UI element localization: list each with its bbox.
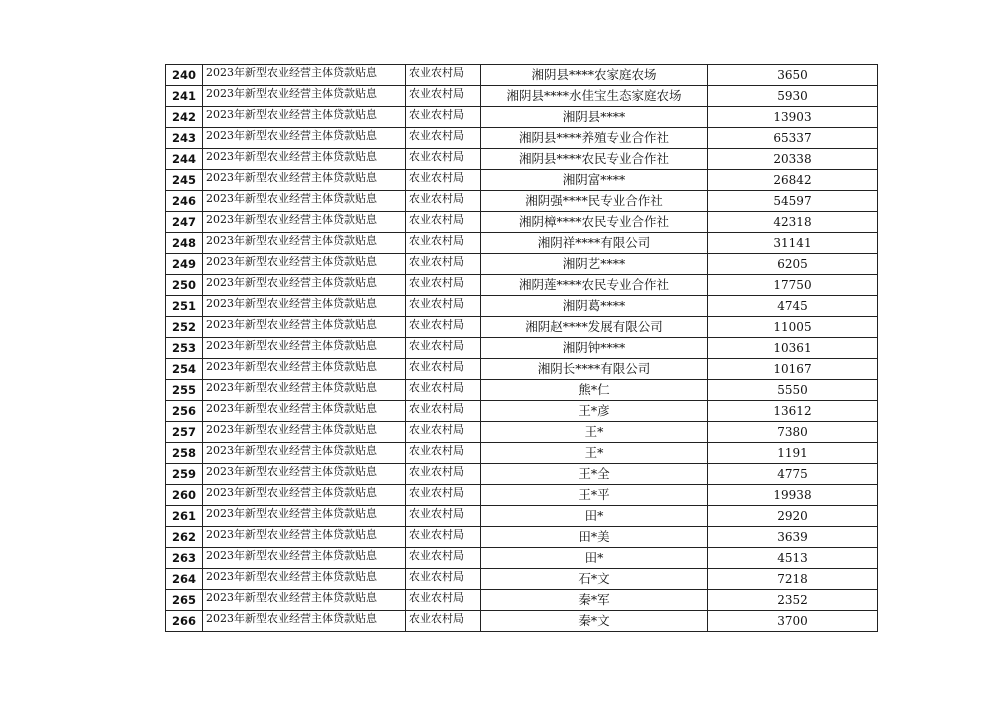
recipient-name-cell: 湘阴长****有限公司 xyxy=(481,359,708,380)
row-index-cell: 257 xyxy=(166,422,203,443)
project-name-cell: 2023年新型农业经营主体贷款贴息 xyxy=(203,359,406,380)
project-name-cell: 2023年新型农业经营主体贷款贴息 xyxy=(203,401,406,422)
recipient-name-cell: 田*美 xyxy=(481,527,708,548)
row-index-cell: 253 xyxy=(166,338,203,359)
recipient-name-cell: 湘阴樟****农民专业合作社 xyxy=(481,212,708,233)
recipient-name-cell: 湘阴祥****有限公司 xyxy=(481,233,708,254)
project-name-cell: 2023年新型农业经营主体贷款贴息 xyxy=(203,548,406,569)
amount-cell: 5550 xyxy=(708,380,878,401)
row-index-cell: 250 xyxy=(166,275,203,296)
table-row xyxy=(166,401,878,422)
table-row xyxy=(166,128,878,149)
recipient-name-cell: 湘阴县**** xyxy=(481,107,708,128)
recipient-name-cell: 湘阴县****农民专业合作社 xyxy=(481,149,708,170)
table-row xyxy=(166,338,878,359)
department-cell: 农业农村局 xyxy=(406,506,481,527)
row-index-cell: 248 xyxy=(166,233,203,254)
table-row xyxy=(166,611,878,632)
table-row xyxy=(166,464,878,485)
recipient-name-cell: 湘阴赵****发展有限公司 xyxy=(481,317,708,338)
row-index-cell: 258 xyxy=(166,443,203,464)
amount-cell: 5930 xyxy=(708,86,878,107)
row-index-cell: 251 xyxy=(166,296,203,317)
recipient-name-cell: 王* xyxy=(481,422,708,443)
recipient-name-cell: 湘阴葛**** xyxy=(481,296,708,317)
table-row xyxy=(166,86,878,107)
department-cell: 农业农村局 xyxy=(406,611,481,632)
project-name-cell: 2023年新型农业经营主体贷款贴息 xyxy=(203,233,406,254)
department-cell: 农业农村局 xyxy=(406,254,481,275)
row-index-cell: 262 xyxy=(166,527,203,548)
row-index-cell: 259 xyxy=(166,464,203,485)
recipient-name-cell: 湘阴县****养殖专业合作社 xyxy=(481,128,708,149)
project-name-cell: 2023年新型农业经营主体贷款贴息 xyxy=(203,254,406,275)
recipient-name-cell: 王*平 xyxy=(481,485,708,506)
table-row xyxy=(166,296,878,317)
project-name-cell: 2023年新型农业经营主体贷款贴息 xyxy=(203,527,406,548)
recipient-name-cell: 湘阴钟**** xyxy=(481,338,708,359)
amount-cell: 31141 xyxy=(708,233,878,254)
row-index-cell: 240 xyxy=(166,65,203,86)
department-cell: 农业农村局 xyxy=(406,296,481,317)
amount-cell: 19938 xyxy=(708,485,878,506)
amount-cell: 10167 xyxy=(708,359,878,380)
department-cell: 农业农村局 xyxy=(406,569,481,590)
recipient-name-cell: 秦*文 xyxy=(481,611,708,632)
amount-cell: 3700 xyxy=(708,611,878,632)
row-index-cell: 245 xyxy=(166,170,203,191)
row-index-cell: 241 xyxy=(166,86,203,107)
department-cell: 农业农村局 xyxy=(406,233,481,254)
recipient-name-cell: 湘阴强****民专业合作社 xyxy=(481,191,708,212)
department-cell: 农业农村局 xyxy=(406,380,481,401)
row-index-cell: 254 xyxy=(166,359,203,380)
project-name-cell: 2023年新型农业经营主体贷款贴息 xyxy=(203,65,406,86)
department-cell: 农业农村局 xyxy=(406,128,481,149)
recipient-name-cell: 王*全 xyxy=(481,464,708,485)
table-row xyxy=(166,548,878,569)
project-name-cell: 2023年新型农业经营主体贷款贴息 xyxy=(203,149,406,170)
table-row xyxy=(166,65,878,86)
row-index-cell: 242 xyxy=(166,107,203,128)
table-row xyxy=(166,191,878,212)
row-index-cell: 249 xyxy=(166,254,203,275)
recipient-name-cell: 湘阴县****农家庭农场 xyxy=(481,65,708,86)
table-row xyxy=(166,359,878,380)
row-index-cell: 256 xyxy=(166,401,203,422)
recipient-name-cell: 湘阴艺**** xyxy=(481,254,708,275)
amount-cell: 1191 xyxy=(708,443,878,464)
recipient-name-cell: 湘阴县****水佳宝生态家庭农场 xyxy=(481,86,708,107)
recipient-name-cell: 湘阴莲****农民专业合作社 xyxy=(481,275,708,296)
recipient-name-cell: 湘阴富**** xyxy=(481,170,708,191)
project-name-cell: 2023年新型农业经营主体贷款贴息 xyxy=(203,338,406,359)
amount-cell: 65337 xyxy=(708,128,878,149)
project-name-cell: 2023年新型农业经营主体贷款贴息 xyxy=(203,191,406,212)
amount-cell: 2920 xyxy=(708,506,878,527)
project-name-cell: 2023年新型农业经营主体贷款贴息 xyxy=(203,611,406,632)
project-name-cell: 2023年新型农业经营主体贷款贴息 xyxy=(203,506,406,527)
row-index-cell: 246 xyxy=(166,191,203,212)
row-index-cell: 247 xyxy=(166,212,203,233)
row-index-cell: 260 xyxy=(166,485,203,506)
amount-cell: 2352 xyxy=(708,590,878,611)
project-name-cell: 2023年新型农业经营主体贷款贴息 xyxy=(203,443,406,464)
table-row xyxy=(166,107,878,128)
row-index-cell: 261 xyxy=(166,506,203,527)
row-index-cell: 244 xyxy=(166,149,203,170)
row-index-cell: 266 xyxy=(166,611,203,632)
project-name-cell: 2023年新型农业经营主体贷款贴息 xyxy=(203,107,406,128)
project-name-cell: 2023年新型农业经营主体贷款贴息 xyxy=(203,212,406,233)
department-cell: 农业农村局 xyxy=(406,191,481,212)
table-row xyxy=(166,317,878,338)
project-name-cell: 2023年新型农业经营主体贷款贴息 xyxy=(203,569,406,590)
table-row xyxy=(166,380,878,401)
amount-cell: 4513 xyxy=(708,548,878,569)
table-row xyxy=(166,506,878,527)
department-cell: 农业农村局 xyxy=(406,338,481,359)
amount-cell: 3639 xyxy=(708,527,878,548)
project-name-cell: 2023年新型农业经营主体贷款贴息 xyxy=(203,128,406,149)
table-row xyxy=(166,149,878,170)
recipient-name-cell: 石*文 xyxy=(481,569,708,590)
department-cell: 农业农村局 xyxy=(406,548,481,569)
row-index-cell: 252 xyxy=(166,317,203,338)
table-row xyxy=(166,443,878,464)
table-row xyxy=(166,254,878,275)
table-row xyxy=(166,422,878,443)
amount-cell: 17750 xyxy=(708,275,878,296)
amount-cell: 4775 xyxy=(708,464,878,485)
project-name-cell: 2023年新型农业经营主体贷款贴息 xyxy=(203,422,406,443)
department-cell: 农业农村局 xyxy=(406,212,481,233)
table-row xyxy=(166,485,878,506)
amount-cell: 4745 xyxy=(708,296,878,317)
amount-cell: 6205 xyxy=(708,254,878,275)
department-cell: 农业农村局 xyxy=(406,590,481,611)
table-row xyxy=(166,590,878,611)
project-name-cell: 2023年新型农业经营主体贷款贴息 xyxy=(203,296,406,317)
amount-cell: 26842 xyxy=(708,170,878,191)
table-row xyxy=(166,170,878,191)
project-name-cell: 2023年新型农业经营主体贷款贴息 xyxy=(203,170,406,191)
table-row xyxy=(166,275,878,296)
amount-cell: 7218 xyxy=(708,569,878,590)
recipient-name-cell: 熊*仁 xyxy=(481,380,708,401)
department-cell: 农业农村局 xyxy=(406,464,481,485)
department-cell: 农业农村局 xyxy=(406,65,481,86)
recipient-name-cell: 王* xyxy=(481,443,708,464)
department-cell: 农业农村局 xyxy=(406,443,481,464)
project-name-cell: 2023年新型农业经营主体贷款贴息 xyxy=(203,317,406,338)
project-name-cell: 2023年新型农业经营主体贷款贴息 xyxy=(203,464,406,485)
department-cell: 农业农村局 xyxy=(406,527,481,548)
department-cell: 农业农村局 xyxy=(406,107,481,128)
amount-cell: 54597 xyxy=(708,191,878,212)
row-index-cell: 265 xyxy=(166,590,203,611)
table-row xyxy=(166,527,878,548)
row-index-cell: 255 xyxy=(166,380,203,401)
table-row xyxy=(166,233,878,254)
project-name-cell: 2023年新型农业经营主体贷款贴息 xyxy=(203,485,406,506)
amount-cell: 20338 xyxy=(708,149,878,170)
department-cell: 农业农村局 xyxy=(406,170,481,191)
department-cell: 农业农村局 xyxy=(406,86,481,107)
project-name-cell: 2023年新型农业经营主体贷款贴息 xyxy=(203,380,406,401)
subsidy-table xyxy=(165,64,878,632)
department-cell: 农业农村局 xyxy=(406,401,481,422)
amount-cell: 3650 xyxy=(708,65,878,86)
project-name-cell: 2023年新型农业经营主体贷款贴息 xyxy=(203,590,406,611)
amount-cell: 13903 xyxy=(708,107,878,128)
amount-cell: 13612 xyxy=(708,401,878,422)
row-index-cell: 263 xyxy=(166,548,203,569)
recipient-name-cell: 田* xyxy=(481,548,708,569)
table-body xyxy=(166,65,878,632)
department-cell: 农业农村局 xyxy=(406,149,481,170)
department-cell: 农业农村局 xyxy=(406,275,481,296)
project-name-cell: 2023年新型农业经营主体贷款贴息 xyxy=(203,86,406,107)
table-row xyxy=(166,569,878,590)
table-row xyxy=(166,212,878,233)
amount-cell: 7380 xyxy=(708,422,878,443)
department-cell: 农业农村局 xyxy=(406,359,481,380)
amount-cell: 10361 xyxy=(708,338,878,359)
department-cell: 农业农村局 xyxy=(406,485,481,506)
recipient-name-cell: 田* xyxy=(481,506,708,527)
row-index-cell: 243 xyxy=(166,128,203,149)
department-cell: 农业农村局 xyxy=(406,422,481,443)
recipient-name-cell: 秦*军 xyxy=(481,590,708,611)
project-name-cell: 2023年新型农业经营主体贷款贴息 xyxy=(203,275,406,296)
row-index-cell: 264 xyxy=(166,569,203,590)
department-cell: 农业农村局 xyxy=(406,317,481,338)
recipient-name-cell: 王*彦 xyxy=(481,401,708,422)
amount-cell: 42318 xyxy=(708,212,878,233)
amount-cell: 11005 xyxy=(708,317,878,338)
